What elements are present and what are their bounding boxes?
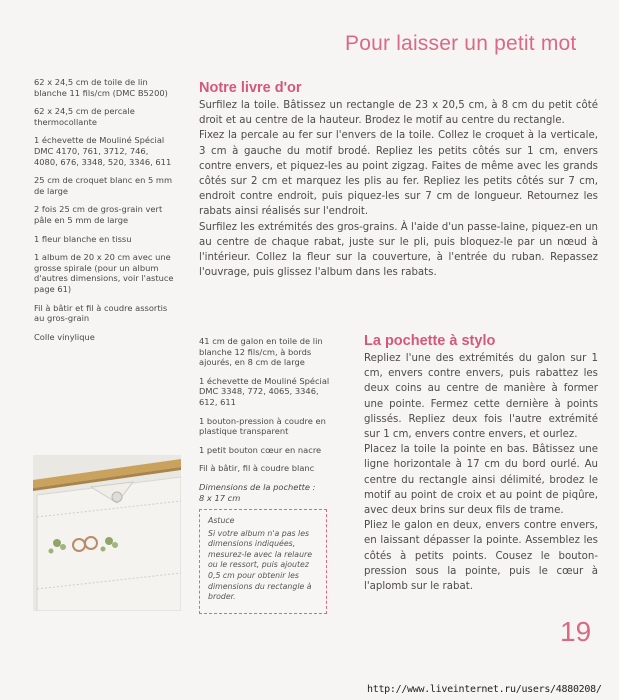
list-item: 1 bouton-pression à coudre en plastique transparent (199, 415, 326, 437)
page-title: Pour laisser un petit mot (345, 32, 577, 55)
astuce-box (199, 509, 327, 614)
pen-pouch-illustration (33, 455, 181, 611)
livre-heading: Notre livre d'or (199, 80, 302, 96)
dimensions-value: 8 x 17 cm (199, 492, 241, 503)
paragraph: Repliez l'une des extrémités du galon sur 1 cm, envers contre envers, puis rabattez les deux coins au centre de manière à former une pointe. Fermez cette dernière à points glissés. Repliez deux fois l'autre extrémité sur 1 cm, envers contre envers, et ourlez. (364, 353, 598, 441)
pen-pouch-photo (33, 455, 181, 611)
list-item: 62 x 24,5 cm de toile de lin blanche 11 fils/cm (DMC B5200) (34, 77, 168, 98)
list-item: 25 cm de croquet blanc en 5 mm de large (34, 175, 173, 196)
page-number: 19 (560, 616, 592, 647)
pochette-heading: La pochette à stylo (364, 333, 496, 349)
list-item: 1 album de 20 x 20 cm avec une grosse spirale (pour un album d'autres dimensions, voir l'astuce page 61) (34, 252, 174, 294)
astuce-text: Si votre album n'a pas les dimensions indiquées, mesurez-le avec la relaure ou le ressort, puis ajoutez 0,5 cm pour obtenir les dimensions du rectangle à broder. (208, 528, 313, 602)
pochette-instructions (364, 351, 598, 594)
paragraph: Surfilez les extrémités des gros-grains. À l'aide d'un passe-laine, piquez-en un au centre de chaque rabat, juste sur le pli, puis bloquez-le par un nœud à l'intérieur. Collez la fleur sur la couverture, à l'entrée du ruban. Repassez l'ouvrage, puis glissez l'album dans les rabats. (199, 221, 598, 279)
paragraph: Pliez le galon en deux, envers contre envers, en laissant dépasser la pointe. Assemblez les côtés à petits points. Cousez le bouton-pression sous la pointe, puis le cœur à l'aplomb sur le rabat. (364, 520, 598, 593)
dimensions-label: Dimensions de la pochette : (199, 481, 316, 492)
source-url[interactable]: http://www.liveinternet.ru/users/4880208/ (367, 684, 602, 695)
pochette-materials-list (199, 336, 333, 503)
list-item: 1 fleur blanche en tissu (34, 233, 132, 244)
list-item: 2 fois 25 cm de gros-grain vert pâle en 5 mm de large (34, 204, 163, 225)
list-item: 1 petit bouton cœur en nacre (199, 444, 322, 455)
paragraph: Placez la toile la pointe en bas. Bâtissez une ligne horizontale à 17 cm du bord ourlé. Au centre du rectangle ainsi délimité, brodez le motif au point de croix et au point de piqûre, avec deux brins sur deux fils de trame. (364, 444, 598, 517)
list-item: Fil à bâtir et fil à coudre assortis au gros-grain (34, 302, 168, 324)
astuce-title: Astuce (208, 516, 235, 525)
list-item: Colle vinylique (34, 331, 95, 342)
list-item: 62 x 24,5 cm de percale thermocollante (34, 106, 135, 127)
livre-materials-list (34, 77, 174, 350)
paragraph: Surfilez la toile. Bâtissez un rectangle de 23 x 20,5 cm, à 8 cm du petit côté droit et au centre de la hauteur. Brodez le motif au centre du rectangle. (199, 100, 598, 127)
list-item: 41 cm de galon en toile de lin blanche 12 fils/cm, à bords ajourés, en 8 cm de large (199, 336, 323, 368)
livre-instructions (199, 98, 598, 280)
list-item: Fil à bâtir, fil à coudre blanc (199, 463, 315, 474)
paragraph: Fixez la percale au fer sur l'envers de la toile. Collez le croquet à la verticale, 3 cm à gauche du motif brodé. Repliez les petits côtés sur 1 cm, envers contre envers, et piquez-les au point zigzag. Faites de même avec les grands côtés sur 2 cm et marquez les plis au fer. Repliez les petits côtés sur 7 cm, endroit contre endroit, puis piquez-les sur 7 cm de longueur. Retournez les rabats ainsi réalisés sur l'endroit. (199, 130, 598, 218)
list-item: 1 échevette de Mouliné Spécial DMC 4170, 761, 3712, 746, 4080, 676, 3348, 520, 3346, 611 (34, 135, 172, 167)
list-item: 1 échevette de Mouliné Spécial DMC 3348, 772, 4065, 3346, 612, 611 (199, 375, 330, 407)
